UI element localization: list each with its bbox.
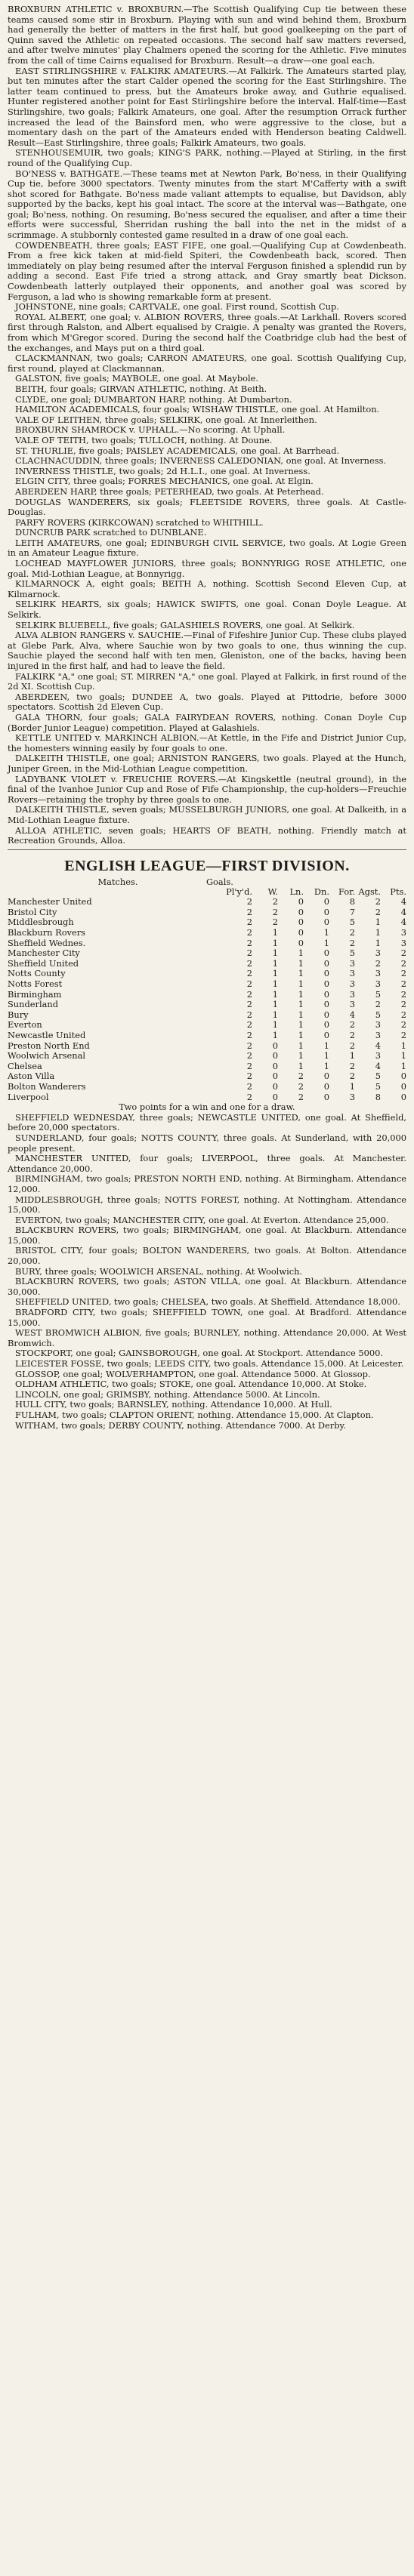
stat-cell: 2 xyxy=(246,906,252,917)
table-row xyxy=(8,1051,406,1062)
stat-cell: 2 xyxy=(400,968,406,979)
stat-cell: 2 xyxy=(246,1019,252,1031)
stat-cell: 2 xyxy=(246,957,252,969)
scottish-results xyxy=(8,5,406,846)
stat-cell: 1 xyxy=(298,1040,304,1051)
stat-cell: 2 xyxy=(246,1050,252,1062)
stat-cell: 2 xyxy=(400,999,406,1010)
table-row xyxy=(8,917,406,928)
column-header: W. xyxy=(267,886,278,897)
stat-cell: 4 xyxy=(375,1040,381,1051)
stat-cell: 1 xyxy=(272,937,278,948)
team-name-cell: Blackburn Rovers xyxy=(8,927,86,938)
table-row xyxy=(8,979,406,990)
stat-cell: 2 xyxy=(246,1040,252,1051)
report-paragraph: VALE OF TEITH, two goals; TULLOCH, nothing. At Doune. xyxy=(15,434,273,445)
stat-cell: 4 xyxy=(375,1060,381,1071)
column-header: Pl'y'd. xyxy=(226,886,252,897)
stat-cell: 2 xyxy=(375,999,381,1010)
stat-cell: 3 xyxy=(349,1091,355,1102)
stat-cell: 1 xyxy=(298,957,304,969)
report-paragraph: DALKEITH THISTLE, one goal; ARNISTON RANGERS, two goals. Played at the Hunch, Juniper Green, in the Mid-Lothian League competition. xyxy=(8,753,406,774)
table-row xyxy=(8,1071,406,1082)
stat-cell: 0 xyxy=(298,896,304,907)
report-paragraph: MIDDLESBROUGH, three goals; NOTTS FOREST, nothing. At Nottingham. Attendance 15,000. xyxy=(8,1194,406,1216)
stat-cell: 0 xyxy=(323,1091,329,1102)
stat-cell: 3 xyxy=(349,957,355,969)
column-header xyxy=(8,887,226,898)
report-paragraph: EVERTON, two goals; MANCHESTER CITY, one goal. At Everton. Attendance 25,000. xyxy=(15,1214,389,1225)
stat-cell: 2 xyxy=(349,1030,355,1040)
report-paragraph: ST. THURLIE, five goals; PAISLEY ACADEMICALS, one goal. At Barrhead. xyxy=(15,445,340,456)
stat-cell: 2 xyxy=(246,988,252,1000)
stat-cell: 2 xyxy=(246,1030,252,1040)
stat-cell: 1 xyxy=(323,927,329,938)
stat-cell: 1 xyxy=(323,1060,329,1071)
stat-cell: 0 xyxy=(323,1019,329,1031)
report-paragraph: BRISTOL CITY, four goals; BOLTON WANDERERS, two goals. At Bolton. Attendance 20,000. xyxy=(8,1245,406,1267)
report-paragraph: DALKEITH THISTLE, seven goals; MUSSELBURGH JUNIORS, one goal. At Dalkeith, in a Mid-Lothian League fixture. xyxy=(8,804,406,825)
stat-cell: 0 xyxy=(272,1091,278,1102)
stat-cell: 3 xyxy=(375,1050,381,1062)
stat-cell: 0 xyxy=(272,1080,278,1092)
stat-cell: 1 xyxy=(323,1050,329,1062)
stat-cell: 0 xyxy=(298,927,304,938)
league-table xyxy=(8,887,406,1102)
stat-cell: 2 xyxy=(349,927,355,938)
stat-cell: 8 xyxy=(375,1091,381,1102)
stat-cell: 1 xyxy=(298,948,304,959)
report-paragraph: SHEFFIELD UNITED, two goals; CHELSEA, two goals. At Sheffield. Attendance 18,000. xyxy=(15,1296,400,1308)
report-paragraph: PARFY ROVERS (KIRKCOWAN) scratched to WHITHILL. xyxy=(15,516,264,528)
table-row xyxy=(8,1000,406,1010)
stat-cell: 1 xyxy=(323,1040,329,1051)
table-row xyxy=(8,897,406,907)
stat-cell: 2 xyxy=(400,978,406,990)
stat-cell: 2 xyxy=(246,896,252,907)
stat-cell: 1 xyxy=(272,1030,278,1040)
stat-cell: 3 xyxy=(375,978,381,990)
report-paragraph: BRADFORD CITY, two goals; SHEFFIELD TOWN, one goal. At Bradford. Attendance 15,000. xyxy=(8,1307,406,1328)
stat-cell: 2 xyxy=(272,906,278,917)
stat-cell: 5 xyxy=(375,1080,381,1092)
stat-cell: 2 xyxy=(298,1091,304,1102)
team-name-cell: Aston Villa xyxy=(8,1071,55,1082)
report-paragraph: OLDHAM ATHLETIC, two goals; STOKE, one goal. Attendance 10,000. At Stoke. xyxy=(15,1379,367,1390)
stat-cell: 1 xyxy=(323,937,329,948)
table-row xyxy=(8,938,406,949)
stat-cell: 0 xyxy=(323,1009,329,1020)
stat-cell: 1 xyxy=(298,968,304,979)
stat-cell: 8 xyxy=(349,896,355,907)
league-table-title: ENGLISH LEAGUE—FIRST DIVISION. xyxy=(64,857,350,874)
stat-cell: 2 xyxy=(375,957,381,969)
stat-cell: 3 xyxy=(375,948,381,959)
stat-cell: 3 xyxy=(400,937,406,948)
stat-cell: 3 xyxy=(349,978,355,990)
report-paragraph: LINCOLN, one goal; GRIMSBY, nothing. Attendance 5000. At Lincoln. xyxy=(15,1388,320,1400)
report-paragraph: KILMARNOCK A, eight goals; BEITH A, nothing. Scottish Second Eleven Cup, at Kilmarnock. xyxy=(8,578,406,599)
stat-cell: 2 xyxy=(246,917,252,928)
report-paragraph: DOUGLAS WANDERERS, six goals; FLEETSIDE ROVERS, three goals. At Castle-Douglas. xyxy=(8,496,406,518)
table-row xyxy=(8,1010,406,1021)
stat-cell: 2 xyxy=(246,937,252,948)
table-row xyxy=(8,1031,406,1041)
stat-cell: 1 xyxy=(272,999,278,1010)
section-divider xyxy=(8,849,406,850)
stat-cell: 2 xyxy=(246,968,252,979)
report-paragraph: HULL CITY, two goals; BARNSLEY, nothing. Attendance 10,000. At Hull. xyxy=(15,1399,332,1410)
team-name-cell: Birmingham xyxy=(8,988,62,1000)
stat-cell: 0 xyxy=(298,906,304,917)
stat-cell: 0 xyxy=(323,968,329,979)
stat-cell: 1 xyxy=(272,1009,278,1020)
report-paragraph: HAMILTON ACADEMICALS, four goals; WISHAW THISTLE, one goal. At Hamilton. xyxy=(15,404,380,415)
stat-cell: 2 xyxy=(246,978,252,990)
stat-cell: 3 xyxy=(375,1019,381,1031)
table-row xyxy=(8,959,406,969)
stat-cell: 2 xyxy=(298,1080,304,1092)
stat-cell: 1 xyxy=(272,957,278,969)
report-paragraph: BROXBURN ATHLETIC v. BROXBURN.—The Scottish Qualifying Cup tie between these teams caused some stir in Broxburn. Playing with sun and wind behind them, Broxburn had generally the better of matters in the first half, but good goalkeeping on the part of Quinn saved the Athletic on repeated occasions. The second half saw matters reversed, and after twelve minutes' play Chalmers opened the scoring for the Athletic. Five minutes from the call of time Cairns equalised for Broxburn. Result—a draw—one goal each. xyxy=(8,4,406,66)
stat-cell: 1 xyxy=(272,1019,278,1031)
team-name-cell: Notts Forest xyxy=(8,978,63,990)
team-name-cell: Bristol City xyxy=(8,906,57,917)
stat-cell: 5 xyxy=(375,988,381,1000)
table-row xyxy=(8,907,406,918)
league-table-body xyxy=(8,897,406,1102)
stat-cell: 0 xyxy=(323,896,329,907)
report-paragraph: ALVA ALBION RANGERS v. SAUCHIE.—Final of Fifeshire Junior Cup. These clubs played at Glebe Park, Alva, where Sauchie won by two goals to one, thus winning the cup. Sauchie played the second half with ten men, Gleniston, one of the backs, having been injured in the first half, and had to leave the field. xyxy=(8,630,406,671)
stat-cell: 4 xyxy=(400,906,406,917)
stat-cell: 1 xyxy=(400,1040,406,1051)
report-paragraph: COWDENBEATH, three goals; EAST FIFE, one goal.—Qualifying Cup at Cowdenbeath. From a free kick taken at mid-field Spiteri, the Cowdenbeath back, scored. Then immediately on play being resumed after the interval Ferguson finished a splendid run by adding a second. East Fife tried a strong attack, and Gray smartly beat Dickson. Cowdenbeath latterly outplayed their opponents, and another goal was scored by Ferguson, a lad who is showing remarkable form at present. xyxy=(8,239,406,302)
stat-cell: 1 xyxy=(298,1060,304,1071)
stat-cell: 2 xyxy=(246,1091,252,1102)
stat-cell: 1 xyxy=(272,978,278,990)
stat-cell: 0 xyxy=(323,978,329,990)
column-header: Pts. xyxy=(390,886,406,897)
team-name-cell: Bolton Wanderers xyxy=(8,1080,86,1092)
stat-cell: 1 xyxy=(400,1060,406,1071)
stat-cell: 2 xyxy=(246,1060,252,1071)
team-name-cell: Manchester City xyxy=(8,948,80,959)
stat-cell: 0 xyxy=(400,1091,406,1102)
stat-cell: 1 xyxy=(375,917,381,928)
team-name-cell: Bury xyxy=(8,1009,29,1020)
report-paragraph: GALSTON, five goals; MAYBOLE, one goal. At Maybole. xyxy=(15,373,259,384)
stat-cell: 1 xyxy=(298,1009,304,1020)
report-paragraph: ABERDEEN HARP, three goals; PETERHEAD, two goals. At Peterhead. xyxy=(15,485,324,497)
report-paragraph: CLYDE, one goal; DUMBARTON HARP, nothing. At Dumbarton. xyxy=(15,393,292,405)
report-paragraph: VALE OF LEITHEN, three goals; SELKIRK, one goal. At Innerleithen. xyxy=(15,414,317,425)
report-paragraph: SELKIRK BLUEBELL, five goals; GALASHIELS ROVERS, one goal. At Selkirk. xyxy=(15,619,355,630)
report-paragraph: CLACHNACUDDIN, three goals; INVERNESS CALEDONIAN, one goal. At Inverness. xyxy=(15,455,387,467)
table-row xyxy=(8,1062,406,1072)
team-name-cell: Notts County xyxy=(8,968,66,979)
stat-cell: 2 xyxy=(400,1019,406,1031)
stat-cell: 0 xyxy=(323,999,329,1010)
report-paragraph: BO'NESS v. BATHGATE.—These teams met at Newton Park, Bo'ness, in their Qualifying Cup tie, before 3000 spectators. Twenty minutes from the start M'Cafferty with a swift shot scored for Bathgate. Bo'ness made valiant attempts to equalise, but Davidson, ably supported by the backs, kept his goal intact. The score at the interval was—Bathgate, one goal; Bo'ness, nothing. On resuming, Bo'ness secured the equaliser, and after a time their efforts were successful, Sherridan rushing the ball into the net in the midst of a scrimmage. A stubbornly contested game resulted in a draw of one goal each. xyxy=(8,168,406,241)
stat-cell: 1 xyxy=(298,988,304,1000)
stat-cell: 1 xyxy=(298,1019,304,1031)
stat-cell: 1 xyxy=(272,988,278,1000)
stat-cell: 2 xyxy=(400,988,406,1000)
stat-cell: 2 xyxy=(349,1060,355,1071)
stat-cell: 2 xyxy=(375,906,381,917)
stat-cell: 2 xyxy=(272,896,278,907)
stat-cell: 3 xyxy=(375,968,381,979)
stat-cell: 1 xyxy=(298,1030,304,1040)
stat-cell: 2 xyxy=(400,957,406,969)
team-name-cell: Sunderland xyxy=(8,999,59,1010)
stat-cell: 1 xyxy=(298,1050,304,1062)
stat-cell: 1 xyxy=(298,999,304,1010)
stat-cell: 2 xyxy=(246,1080,252,1092)
stat-cell: 0 xyxy=(272,1060,278,1071)
report-paragraph: BROXBURN SHAMROCK v. UPHALL.—No scoring. At Uphall. xyxy=(15,424,286,436)
stat-cell: 5 xyxy=(349,917,355,928)
report-paragraph: ELGIN CITY, three goals; FORRES MECHANICS, one goal. At Elgin. xyxy=(15,476,314,487)
report-paragraph: WITHAM, two goals; DERBY COUNTY, nothing. Attendance 7000. At Derby. xyxy=(15,1419,347,1431)
report-paragraph: LOCHEAD MAYFLOWER JUNIORS, three goals; BONNYRIGG ROSE ATHLETIC, one goal. Mid-Lothian League, at Bonnyrigg. xyxy=(8,558,406,579)
stat-cell: 0 xyxy=(298,937,304,948)
column-header: Agst. xyxy=(358,886,381,897)
report-paragraph: DUNCRUB PARK scratched to DUNBLANE. xyxy=(15,527,207,538)
league-table-group-header: Matches. Goals. xyxy=(8,876,233,887)
team-name-cell: Middlesbrough xyxy=(8,917,74,928)
stat-cell: 0 xyxy=(323,948,329,959)
table-row xyxy=(8,1092,406,1103)
table-row xyxy=(8,990,406,1000)
league-table-header-row xyxy=(8,887,406,898)
stat-cell: 3 xyxy=(349,968,355,979)
report-paragraph: INVERNESS THISTLE, two goals; 2d H.L.I., one goal. At Inverness. xyxy=(15,465,310,476)
report-paragraph: MANCHESTER UNITED, four goals; LIVERPOOL, three goals. At Manchester. Attendance 20,000. xyxy=(8,1153,406,1174)
stat-cell: 0 xyxy=(298,917,304,928)
stat-cell: 0 xyxy=(272,1040,278,1051)
stat-cell: 2 xyxy=(349,1040,355,1051)
report-paragraph: ROYAL ALBERT, one goal; v. ALBION ROVERS, three goals.—At Larkhall. Rovers scored first through Ralston, and Albert equalised by Craigie. A penalty was granted the Rovers, from which M'Gregor scored. During the second half the Coatbridge club had the best of the exchanges, and Mays put on a third goal. xyxy=(8,311,406,353)
report-paragraph: BEITH, four goals; GIRVAN ATHLETIC, nothing. At Beith. xyxy=(15,383,267,394)
report-paragraph: EAST STIRLINGSHIRE v. FALKIRK AMATEURS.—At Falkirk. The Amateurs started play, but ten minutes after the start Calder opened the scoring for the East Stirlingshire. The latter team continued to press, but the Amateurs broke away, and Guthrie equalised. Hunter registered another point for East Stirlingshire before the interval. Half-time—East Stirlingshire, two goals; Falkirk Amateurs, one goal. After the resumption Orrack further increased the lead of the Bainsford men, who were aggressive to the close, but a momentary dash on the part of the Amateurs ended with Henderson beating Caldwell. Result—East Stirlingshire, three goals; Falkirk Amateurs, two goals. xyxy=(8,65,406,148)
team-name-cell: Sheffield United xyxy=(8,957,79,969)
table-row xyxy=(8,948,406,959)
stat-cell: 2 xyxy=(349,937,355,948)
stat-cell: 2 xyxy=(400,1030,406,1040)
stat-cell: 3 xyxy=(349,999,355,1010)
report-paragraph: FULHAM, two goals; CLAPTON ORIENT, nothing. Attendance 15,000. At Clapton. xyxy=(15,1409,374,1420)
stat-cell: 7 xyxy=(349,906,355,917)
report-paragraph: ABERDEEN, two goals; DUNDEE A, two goals. Played at Pittodrie, before 3000 spectators. Scottish 2d Eleven Cup. xyxy=(8,691,406,713)
report-paragraph: KETTLE UNITED v. MARKINCH ALBION.—At Kettle, in the Fife and District Junior Cup, the homesters winning easily by four goals to one. xyxy=(8,732,406,753)
team-name-cell: Newcastle United xyxy=(8,1030,86,1040)
stat-cell: 0 xyxy=(400,1080,406,1092)
report-paragraph: GLOSSOP, one goal; WOLVERHAMPTON, one goal. Attendance 5000. At Glossop. xyxy=(15,1368,371,1379)
stat-cell: 2 xyxy=(246,999,252,1010)
stat-cell: 5 xyxy=(375,1071,381,1082)
stat-cell: 3 xyxy=(375,1030,381,1040)
team-name-cell: Everton xyxy=(8,1019,42,1031)
report-paragraph: BURY, three goals; WOOLWICH ARSENAL, nothing. At Woolwich. xyxy=(15,1265,303,1277)
stat-cell: 0 xyxy=(323,917,329,928)
stat-cell: 2 xyxy=(349,1019,355,1031)
table-row xyxy=(8,1041,406,1052)
table-row xyxy=(8,969,406,979)
team-name-cell: Sheffield Wednes. xyxy=(8,937,86,948)
table-row xyxy=(8,1082,406,1092)
stat-cell: 1 xyxy=(298,978,304,990)
points-note: Two points for a win and one for a draw. xyxy=(119,1102,295,1113)
stat-cell: 1 xyxy=(272,968,278,979)
stat-cell: 3 xyxy=(400,927,406,938)
stat-cell: 1 xyxy=(375,937,381,948)
stat-cell: 0 xyxy=(323,957,329,969)
stat-cell: 0 xyxy=(323,1030,329,1040)
team-name-cell: Chelsea xyxy=(8,1060,42,1071)
stat-cell: 0 xyxy=(323,1080,329,1092)
table-row xyxy=(8,928,406,938)
team-name-cell: Manchester United xyxy=(8,896,92,907)
column-header: Dn. xyxy=(314,886,329,897)
stat-cell: 2 xyxy=(349,1071,355,1082)
report-paragraph: BLACKBURN ROVERS, two goals; ASTON VILLA, one goal. At Blackburn. Attendance 30,000. xyxy=(8,1276,406,1297)
stat-cell: 4 xyxy=(400,896,406,907)
stat-cell: 2 xyxy=(400,1009,406,1020)
stat-cell: 0 xyxy=(323,1071,329,1082)
stat-cell: 5 xyxy=(375,1009,381,1020)
team-name-cell: Liverpool xyxy=(8,1091,49,1102)
report-paragraph: BIRMINGHAM, two goals; PRESTON NORTH END, nothing. At Birmingham. Attendance 12,000. xyxy=(8,1173,406,1194)
column-header: For. xyxy=(338,886,355,897)
stat-cell: 0 xyxy=(400,1071,406,1082)
report-paragraph: CLACKMANNAN, two goals; CARRON AMATEURS, one goal. Scottish Qualifying Cup, first round, played at Clackmannan. xyxy=(8,353,406,374)
stat-cell: 2 xyxy=(272,917,278,928)
report-paragraph: GALA THORN, four goals; GALA FAIRYDEAN ROVERS, nothing. Conan Doyle Cup (Border Junior League) competition. Played at Galashiels. xyxy=(8,711,406,733)
stat-cell: 0 xyxy=(323,906,329,917)
stat-cell: 2 xyxy=(246,1009,252,1020)
stat-cell: 2 xyxy=(246,948,252,959)
report-paragraph: LEITH AMATEURS, one goal; EDINBURGH CIVIL SERVICE, two goals. At Logie Green in an Amateur League fixture. xyxy=(8,537,406,559)
stat-cell: 2 xyxy=(400,948,406,959)
column-header: Ln. xyxy=(289,886,304,897)
report-paragraph: SUNDERLAND, four goals; NOTTS COUNTY, three goals. At Sunderland, with 20,000 people present. xyxy=(8,1132,406,1154)
stat-cell: 2 xyxy=(246,927,252,938)
stat-cell: 1 xyxy=(349,1080,355,1092)
stat-cell: 0 xyxy=(323,988,329,1000)
team-name-cell: Woolwich Arsenal xyxy=(8,1050,86,1062)
stat-cell: 2 xyxy=(298,1071,304,1082)
stat-cell: 0 xyxy=(272,1050,278,1062)
report-paragraph: STOCKPORT, one goal; GAINSBOROUGH, one goal. At Stockport. Attendance 5000. xyxy=(15,1348,383,1359)
report-paragraph: STENHOUSEMUIR, two goals; KING'S PARK, nothing.—Played at Stirling, in the first round of the Qualifying Cup. xyxy=(8,147,406,168)
stat-cell: 1 xyxy=(349,1050,355,1062)
stat-cell: 1 xyxy=(375,927,381,938)
stat-cell: 4 xyxy=(349,1009,355,1020)
stat-cell: 5 xyxy=(349,948,355,959)
stat-cell: 3 xyxy=(349,988,355,1000)
stat-cell: 1 xyxy=(272,948,278,959)
english-results xyxy=(8,1113,406,1431)
stat-cell: 1 xyxy=(272,927,278,938)
report-paragraph: LADYBANK VIOLET v. FREUCHIE ROVERS.—At Kingskettle (neutral ground), in the final of the Ivanhoe Junior Cup and Rose of Fife Championship, the cup-holders—Freuchie Rovers—retaining the trophy by three goals to one. xyxy=(8,773,406,805)
table-row xyxy=(8,1020,406,1031)
stat-cell: 2 xyxy=(246,1071,252,1082)
team-name-cell: Preston North End xyxy=(8,1040,90,1051)
report-paragraph: SELKIRK HEARTS, six goals; HAWICK SWIFTS, one goal. Conan Doyle League. At Selkirk. xyxy=(8,599,406,621)
report-paragraph: FALKIRK "A," one goal; ST. MIRREN "A," one goal. Played at Falkirk, in first round of the 2d XI. Scottish Cup. xyxy=(8,670,406,692)
report-paragraph: LEICESTER FOSSE, two goals; LEEDS CITY, two goals. Attendance 15,000. At Leicester. xyxy=(15,1358,404,1369)
report-paragraph: ALLOA ATHLETIC, seven goals; HEARTS OF BEATH, nothing. Friendly match at Recreation Grounds, Alloa. xyxy=(8,824,406,846)
report-paragraph: WEST BROMWICH ALBION, five goals; BURNLEY, nothing. Attendance 20,000. At West Bromwich. xyxy=(8,1327,406,1348)
report-paragraph: SHEFFIELD WEDNESDAY, three goals; NEWCASTLE UNITED, one goal. At Sheffield, before 20,000 spectators. xyxy=(8,1111,406,1133)
report-paragraph: JOHNSTONE, nine goals; CARTVALE, one goal. First round, Scottish Cup. xyxy=(15,301,339,313)
stat-cell: 0 xyxy=(272,1071,278,1082)
stat-cell: 1 xyxy=(400,1050,406,1062)
stat-cell: 4 xyxy=(400,917,406,928)
stat-cell: 2 xyxy=(375,896,381,907)
report-paragraph: BLACKBURN ROVERS, two goals; BIRMINGHAM, one goal. At Blackburn. Attendance 15,000. xyxy=(8,1225,406,1246)
